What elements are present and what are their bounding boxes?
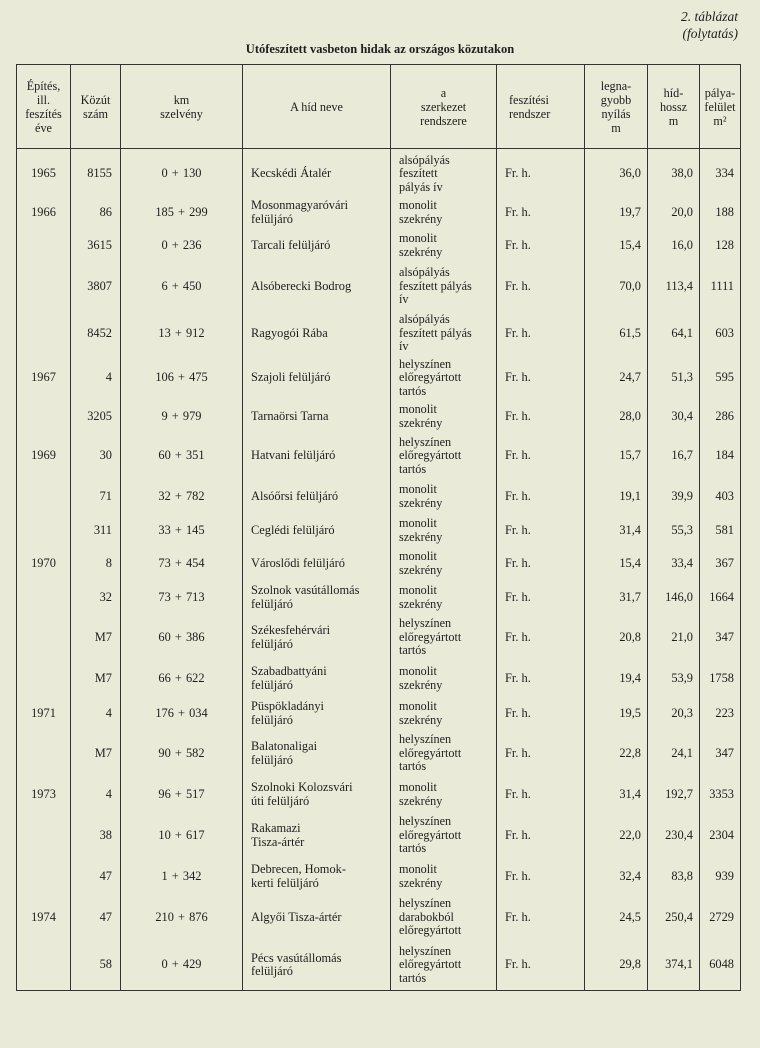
- cell-km: 210 + 876: [121, 895, 243, 941]
- cell-system: Fr. h.: [497, 433, 585, 480]
- cell-area: 2304: [700, 813, 741, 859]
- cell-length: 146,0: [648, 581, 700, 615]
- cell-km: 1 + 342: [121, 859, 243, 895]
- cell-area: 3353: [700, 777, 741, 813]
- cell-year: [17, 615, 71, 661]
- cell-system: Fr. h.: [497, 356, 585, 401]
- col-header-name: A híd neve: [243, 65, 391, 149]
- cell-year: [17, 514, 71, 548]
- cell-road: 47: [71, 895, 121, 941]
- cell-bridge-name: Balatonaligai felüljáró: [243, 731, 391, 777]
- cell-structure: alsópályás feszített pályás ív: [391, 312, 497, 356]
- cell-span: 32,4: [585, 859, 648, 895]
- cell-length: 20,0: [648, 196, 700, 230]
- table-row: [17, 548, 741, 581]
- cell-year: [17, 262, 71, 312]
- cell-system: Fr. h.: [497, 813, 585, 859]
- table-row: [17, 514, 741, 548]
- cell-structure: monolit szekrény: [391, 697, 497, 731]
- cell-road: 3615: [71, 230, 121, 262]
- cell-length: 192,7: [648, 777, 700, 813]
- cell-km: 90 + 582: [121, 731, 243, 777]
- table-row: [17, 312, 741, 356]
- cell-structure: monolit szekrény: [391, 581, 497, 615]
- cell-year: [17, 480, 71, 514]
- cell-length: 250,4: [648, 895, 700, 941]
- cell-bridge-name: Debrecen, Homok- kerti felüljáró: [243, 859, 391, 895]
- cell-structure: helyszínen előregyártott tartós: [391, 433, 497, 480]
- cell-structure: helyszínen előregyártott tartós: [391, 813, 497, 859]
- cell-structure: monolit szekrény: [391, 514, 497, 548]
- cell-length: 30,4: [648, 401, 700, 433]
- cell-road: 3205: [71, 401, 121, 433]
- cell-bridge-name: Hatvani felüljáró: [243, 433, 391, 480]
- cell-year: [17, 401, 71, 433]
- cell-length: 374,1: [648, 941, 700, 991]
- cell-system: Fr. h.: [497, 941, 585, 991]
- cell-road: M7: [71, 731, 121, 777]
- cell-year: 1965: [17, 149, 71, 196]
- cell-length: 83,8: [648, 859, 700, 895]
- cell-span: 20,8: [585, 615, 648, 661]
- table-row: [17, 581, 741, 615]
- cell-structure: helyszínen előregyártott tartós: [391, 941, 497, 991]
- cell-year: 1971: [17, 697, 71, 731]
- cell-road: 4: [71, 356, 121, 401]
- cell-km: 0 + 429: [121, 941, 243, 991]
- cell-system: Fr. h.: [497, 777, 585, 813]
- table-row: [17, 196, 741, 230]
- cell-year: [17, 859, 71, 895]
- table-number: 2. táblázat: [680, 9, 738, 24]
- cell-year: [17, 581, 71, 615]
- cell-span: 28,0: [585, 401, 648, 433]
- cell-km: 32 + 782: [121, 480, 243, 514]
- table-caption: [681, 8, 738, 42]
- cell-km: 176 + 034: [121, 697, 243, 731]
- cell-length: 39,9: [648, 480, 700, 514]
- cell-road: 71: [71, 480, 121, 514]
- table-row: [17, 777, 741, 813]
- cell-span: 31,7: [585, 581, 648, 615]
- cell-length: 21,0: [648, 615, 700, 661]
- cell-area: 286: [700, 401, 741, 433]
- cell-span: 19,7: [585, 196, 648, 230]
- cell-area: 367: [700, 548, 741, 581]
- cell-road: 8452: [71, 312, 121, 356]
- cell-span: 31,4: [585, 514, 648, 548]
- cell-span: 22,0: [585, 813, 648, 859]
- cell-system: Fr. h.: [497, 581, 585, 615]
- cell-year: [17, 312, 71, 356]
- cell-length: 64,1: [648, 312, 700, 356]
- col-header-area: pálya- felület m²: [700, 65, 741, 149]
- cell-length: 55,3: [648, 514, 700, 548]
- cell-length: 53,9: [648, 661, 700, 697]
- cell-system: Fr. h.: [497, 615, 585, 661]
- table-header: [17, 65, 741, 149]
- cell-bridge-name: Kecskédi Átalér: [243, 149, 391, 196]
- table-row: [17, 433, 741, 480]
- cell-span: 24,5: [585, 895, 648, 941]
- cell-road: 8155: [71, 149, 121, 196]
- cell-span: 36,0: [585, 149, 648, 196]
- cell-km: 73 + 454: [121, 548, 243, 581]
- cell-year: [17, 661, 71, 697]
- cell-span: 22,8: [585, 731, 648, 777]
- table-row: [17, 661, 741, 697]
- cell-system: Fr. h.: [497, 149, 585, 196]
- table-row: [17, 697, 741, 731]
- cell-structure: helyszínen előregyártott tartós: [391, 731, 497, 777]
- cell-structure: monolit szekrény: [391, 548, 497, 581]
- cell-span: 29,8: [585, 941, 648, 991]
- cell-bridge-name: Algyői Tisza-ártér: [243, 895, 391, 941]
- cell-area: 939: [700, 859, 741, 895]
- cell-structure: monolit szekrény: [391, 401, 497, 433]
- cell-road: M7: [71, 615, 121, 661]
- cell-km: 66 + 622: [121, 661, 243, 697]
- cell-area: 334: [700, 149, 741, 196]
- cell-bridge-name: Pécs vasútállomás felüljáró: [243, 941, 391, 991]
- cell-km: 60 + 386: [121, 615, 243, 661]
- col-header-road: Közút szám: [71, 65, 121, 149]
- table-body: [17, 149, 741, 991]
- cell-bridge-name: Alsóberecki Bodrog: [243, 262, 391, 312]
- cell-area: 184: [700, 433, 741, 480]
- cell-km: 10 + 617: [121, 813, 243, 859]
- cell-year: 1970: [17, 548, 71, 581]
- cell-area: 1111: [700, 262, 741, 312]
- cell-bridge-name: Szajoli felüljáró: [243, 356, 391, 401]
- cell-area: 347: [700, 731, 741, 777]
- cell-span: 15,4: [585, 548, 648, 581]
- table-row: [17, 895, 741, 941]
- page-title: Utófeszített vasbeton hidak az országos közutakon: [245, 42, 515, 56]
- cell-system: Fr. h.: [497, 480, 585, 514]
- cell-system: Fr. h.: [497, 895, 585, 941]
- cell-length: 33,4: [648, 548, 700, 581]
- cell-system: Fr. h.: [497, 312, 585, 356]
- cell-road: 4: [71, 777, 121, 813]
- cell-road: 47: [71, 859, 121, 895]
- cell-km: 60 + 351: [121, 433, 243, 480]
- col-header-km: km szelvény: [121, 65, 243, 149]
- cell-length: 16,7: [648, 433, 700, 480]
- cell-area: 581: [700, 514, 741, 548]
- cell-system: Fr. h.: [497, 514, 585, 548]
- cell-year: [17, 731, 71, 777]
- cell-road: 4: [71, 697, 121, 731]
- table-row: [17, 480, 741, 514]
- cell-km: 33 + 145: [121, 514, 243, 548]
- bridges-table: [16, 64, 741, 991]
- cell-bridge-name: Városlődi felüljáró: [243, 548, 391, 581]
- cell-bridge-name: Püspökladányi felüljáró: [243, 697, 391, 731]
- cell-span: 19,1: [585, 480, 648, 514]
- cell-system: Fr. h.: [497, 661, 585, 697]
- cell-structure: monolit szekrény: [391, 196, 497, 230]
- table-row: [17, 356, 741, 401]
- cell-year: 1973: [17, 777, 71, 813]
- cell-area: 403: [700, 480, 741, 514]
- cell-structure: monolit szekrény: [391, 661, 497, 697]
- cell-year: [17, 230, 71, 262]
- col-header-structure: a szerkezet rendszere: [391, 65, 497, 149]
- cell-span: 61,5: [585, 312, 648, 356]
- cell-span: 31,4: [585, 777, 648, 813]
- cell-area: 1664: [700, 581, 741, 615]
- cell-structure: helyszínen előregyártott tartós: [391, 356, 497, 401]
- cell-road: 311: [71, 514, 121, 548]
- cell-length: 51,3: [648, 356, 700, 401]
- cell-length: 20,3: [648, 697, 700, 731]
- col-header-span: legna- gyobb nyílás m: [585, 65, 648, 149]
- cell-system: Fr. h.: [497, 262, 585, 312]
- cell-km: 9 + 979: [121, 401, 243, 433]
- cell-road: 38: [71, 813, 121, 859]
- cell-km: 0 + 236: [121, 230, 243, 262]
- cell-span: 15,7: [585, 433, 648, 480]
- cell-road: 86: [71, 196, 121, 230]
- continuation-note: (folytatás): [682, 26, 738, 41]
- cell-year: 1974: [17, 895, 71, 941]
- cell-structure: monolit szekrény: [391, 480, 497, 514]
- cell-structure: alsópályás feszített pályás ív: [391, 149, 497, 196]
- cell-span: 19,4: [585, 661, 648, 697]
- cell-bridge-name: Mosonmagyaróvári felüljáró: [243, 196, 391, 230]
- cell-span: 15,4: [585, 230, 648, 262]
- cell-km: 13 + 912: [121, 312, 243, 356]
- cell-year: 1969: [17, 433, 71, 480]
- cell-length: 113,4: [648, 262, 700, 312]
- cell-area: 6048: [700, 941, 741, 991]
- cell-length: 230,4: [648, 813, 700, 859]
- cell-structure: helyszínen előregyártott tartós: [391, 615, 497, 661]
- cell-span: 70,0: [585, 262, 648, 312]
- cell-system: Fr. h.: [497, 401, 585, 433]
- cell-structure: monolit szekrény: [391, 859, 497, 895]
- cell-span: 24,7: [585, 356, 648, 401]
- table-row: [17, 262, 741, 312]
- cell-bridge-name: Szabadbattyáni felüljáró: [243, 661, 391, 697]
- cell-km: 73 + 713: [121, 581, 243, 615]
- cell-road: 32: [71, 581, 121, 615]
- cell-km: 6 + 450: [121, 262, 243, 312]
- cell-system: Fr. h.: [497, 859, 585, 895]
- cell-road: 30: [71, 433, 121, 480]
- cell-structure: helyszínen darabokból előregyártott: [391, 895, 497, 941]
- cell-bridge-name: Szolnoki Kolozsvári úti felüljáró: [243, 777, 391, 813]
- cell-area: 603: [700, 312, 741, 356]
- cell-system: Fr. h.: [497, 196, 585, 230]
- cell-length: 38,0: [648, 149, 700, 196]
- table-row: [17, 813, 741, 859]
- cell-bridge-name: Rakamazi Tisza-ártér: [243, 813, 391, 859]
- col-header-year: Építés, ill. feszítés éve: [17, 65, 71, 149]
- cell-system: Fr. h.: [497, 731, 585, 777]
- table-row: [17, 859, 741, 895]
- cell-structure: alsópályás feszített pályás ív: [391, 262, 497, 312]
- cell-length: 16,0: [648, 230, 700, 262]
- cell-km: 96 + 517: [121, 777, 243, 813]
- cell-road: 58: [71, 941, 121, 991]
- cell-area: 1758: [700, 661, 741, 697]
- cell-km: 185 + 299: [121, 196, 243, 230]
- cell-year: [17, 813, 71, 859]
- cell-road: 8: [71, 548, 121, 581]
- cell-km: 106 + 475: [121, 356, 243, 401]
- cell-bridge-name: Szolnok vasútállomás felüljáró: [243, 581, 391, 615]
- table-row: [17, 149, 741, 196]
- cell-span: 19,5: [585, 697, 648, 731]
- cell-system: Fr. h.: [497, 548, 585, 581]
- cell-system: Fr. h.: [497, 230, 585, 262]
- cell-area: 347: [700, 615, 741, 661]
- cell-bridge-name: Székesfehérvári felüljáró: [243, 615, 391, 661]
- cell-year: [17, 941, 71, 991]
- cell-bridge-name: Tarnaörsi Tarna: [243, 401, 391, 433]
- cell-system: Fr. h.: [497, 697, 585, 731]
- cell-year: 1967: [17, 356, 71, 401]
- cell-area: 223: [700, 697, 741, 731]
- cell-length: 24,1: [648, 731, 700, 777]
- cell-bridge-name: Ceglédi felüljáró: [243, 514, 391, 548]
- cell-bridge-name: Alsóőrsi felüljáró: [243, 480, 391, 514]
- col-header-length: híd- hossz m: [648, 65, 700, 149]
- cell-bridge-name: Tarcali felüljáró: [243, 230, 391, 262]
- col-header-system: feszítési rendszer: [497, 65, 585, 149]
- table-row: [17, 615, 741, 661]
- table-row: [17, 941, 741, 991]
- cell-year: 1966: [17, 196, 71, 230]
- cell-area: 595: [700, 356, 741, 401]
- cell-structure: monolit szekrény: [391, 230, 497, 262]
- table-row: [17, 230, 741, 262]
- table-row: [17, 401, 741, 433]
- cell-structure: monolit szekrény: [391, 777, 497, 813]
- cell-area: 2729: [700, 895, 741, 941]
- cell-road: 3807: [71, 262, 121, 312]
- cell-km: 0 + 130: [121, 149, 243, 196]
- cell-area: 128: [700, 230, 741, 262]
- cell-area: 188: [700, 196, 741, 230]
- cell-bridge-name: Ragyogói Rába: [243, 312, 391, 356]
- table-row: [17, 731, 741, 777]
- cell-road: M7: [71, 661, 121, 697]
